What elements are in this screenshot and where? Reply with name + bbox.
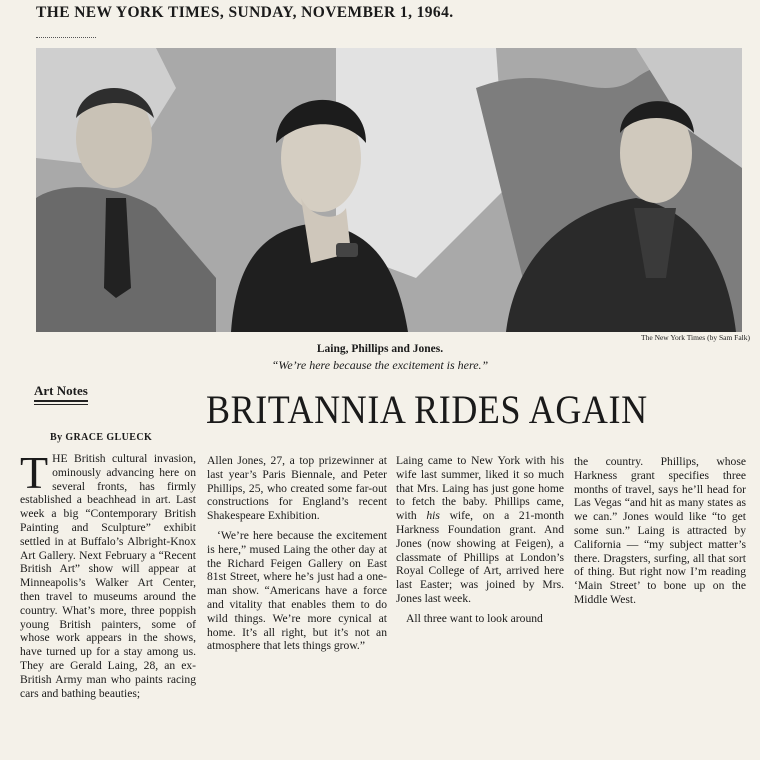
headline: BRITANNIA RIDES AGAIN [206, 387, 648, 432]
photo-caption-names: Laing, Phillips and Jones. [316, 343, 444, 355]
column-4-text: the country. Phillips, whose Harkness grant specifies three months of travel, says he’ll head for Las Vegas “and hit as many states as we can.” Jones would like “to get some sun.” Laing is attracted by California — “my subject matter’s there. Dragsters, surfing, all that sort of thing. But right now I’m reading ‘Main Street’ to bone up on the Middle West. [574, 455, 746, 606]
article-column-1 [20, 447, 196, 706]
article-column-2 [207, 454, 387, 659]
masthead-rule [36, 37, 96, 38]
article-photo [36, 48, 742, 332]
column-2-paragraph-2: ‘We’re here because the excitement is here,” mused Laing the other day at the Richard Feigen Gallery on East 81st Street, where he’s just had a one-man show. “Americans have a force and vitality that enables them to do wild things. We’re more cynical at home. It’s all right, but it’s not an atmosphere that lets things grow.” [207, 528, 387, 653]
article-column-4 [574, 455, 746, 613]
column-3-text-a: Laing came to New York with his wife last summer, liked it so much that Mrs. Laing has just gone home to fetch the baby. Phillips came, with [396, 454, 564, 523]
photo-caption-quote: “We’re here because the excitement is here.” [271, 358, 489, 372]
section-label: Art Notes [34, 383, 88, 402]
column-3-emphasis: his [426, 509, 440, 523]
column-3-paragraph-2: All three want to look around [406, 611, 543, 625]
newspaper-masthead: THE NEW YORK TIMES, SUNDAY, NOVEMBER 1, 1964. [36, 4, 454, 21]
drop-cap: T [20, 447, 49, 498]
column-2-paragraph-1: Allen Jones, 27, a top prizewinner at last year’s Paris Biennale, and Peter Phillips, 25, who created some far-out constructions for England’s recent Shakespeare Exhibition. [207, 454, 387, 523]
article-column-3 [396, 454, 564, 632]
column-1-text: HE British cultural invasion, ominously advancing here on several fronts, has firmly established a beachhead in art. Last week a big “Contemporary British Painting and Sculpture” exhibit settled in at Buffalo’s Albright-Knox Art Gallery. Next February a “Recent British Art” show will appear at Minneapolis’s Walker Art Center, then travel to museums around the country. What’s more, three poppish young British painters, some of whose work appears in the shows, have turned up for a stay among us. They are Gerald Laing, 28, an ex-British Army man who paints racing cars and bathing beauties; [20, 452, 196, 700]
photo-credit: The New York Times (by Sam Falk) [641, 333, 750, 342]
column-3-text-b: wife, on a 21-month Harkness Foundation grant. And Jones (now showing at Feigen), a classmate of Phillips at London’s Royal College of Art, arrived here last Easter; was joined by Mrs. Jones last week. [396, 509, 565, 605]
byline: By GRACE GLUECK [50, 432, 153, 443]
